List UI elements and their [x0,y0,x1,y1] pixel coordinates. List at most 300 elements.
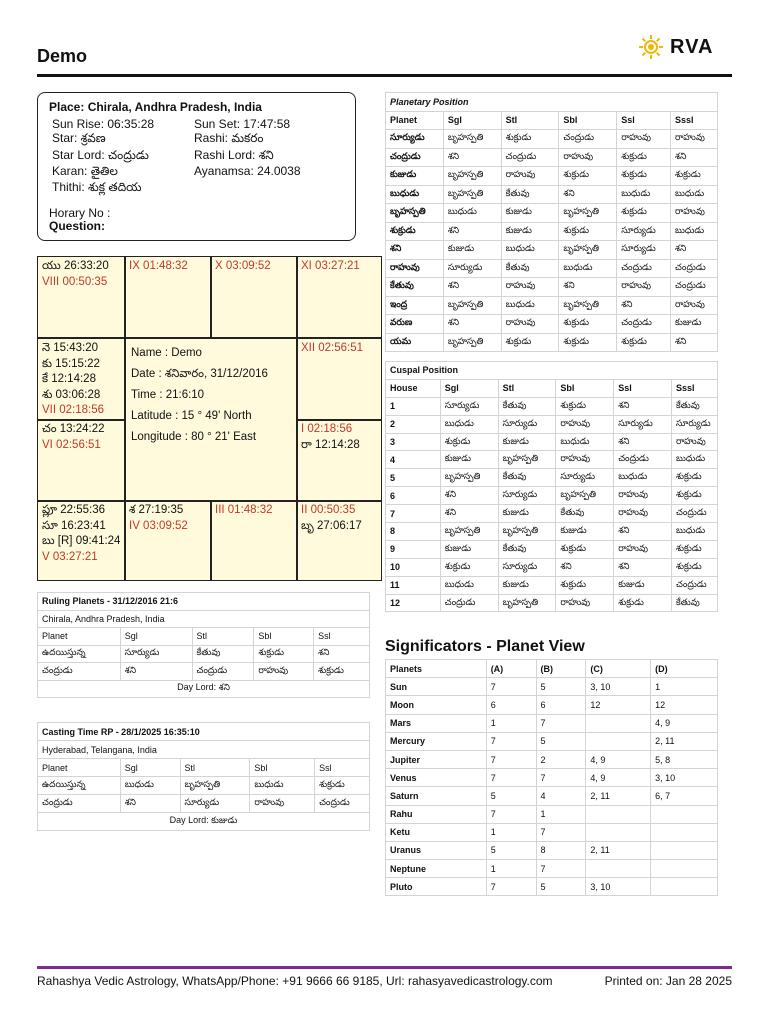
table-row [386,878,718,896]
table-cell: 7 [486,878,536,896]
table-cell: 4, 9 [586,750,651,768]
table-cell: శుక్రుడు [671,167,718,186]
chart-cell-2 [129,259,188,275]
table-cell: చంద్రుడు [38,663,121,681]
table-header-row [386,660,718,678]
table-cell: సూర్యుడు [443,259,501,278]
table-cell: శని [614,523,672,541]
table-cell: 8 [386,523,441,541]
footer-printed-on: Printed on: Jan 28 2025 [604,974,732,988]
chart-cell-6 [301,341,363,357]
table-cell: శుక్రుడు [556,397,614,415]
table-row [386,278,718,297]
table-cell: 2 [536,750,586,768]
cell-planet: ప్లూ 22:55:36 [42,504,106,516]
table-cell: బృహస్పతి [440,523,498,541]
table-cell: శని [440,487,498,505]
column-header: Sbl [556,379,614,397]
table-row [38,795,370,813]
place-name: Place: Chirala, Andhra Pradesh, India [49,100,262,114]
table-cell: రాహువు [617,278,671,297]
table-cell: సూర్యుడు [180,795,250,813]
table-row [386,576,718,594]
ayanamsa: Ayanamsa: 24.0038 [194,164,301,178]
table-cell: కుజుడు [440,540,498,558]
table-cell: రాహువు [556,594,614,612]
table-cell: కుజుడు [498,433,556,451]
table-cell: బుధుడు [501,296,559,315]
table-cell: 5 [486,787,536,805]
table-row [386,841,718,859]
longitude: Longitude : 80 ° 21' East [131,431,257,443]
table-cell: శుక్రుడు [617,204,671,223]
table-cell: శుక్రుడు [556,540,614,558]
table-cell: సూర్యుడు [498,415,556,433]
table-cell: 7 [536,860,586,878]
birth-name: Name : Demo [131,347,202,359]
column-header: Sgl [440,379,498,397]
chart-cell-11 [215,503,273,519]
table-cell: Ketu [386,823,487,841]
table-cell: బృహస్పతి [498,523,556,541]
table-cell: శుక్రుడు [559,315,617,334]
table-cell: బృహస్పతి [180,777,250,795]
table-cell: రాహువు [501,315,559,334]
column-header: Planets [386,660,487,678]
table-cell: రాహువు [501,278,559,297]
table-cell: బుధుడు [614,469,672,487]
day-lord-row [38,813,370,831]
table-cell: కుజుడు [443,241,501,260]
table-cell: చంద్రుడు [617,315,671,334]
table-cell: కేతువు [498,540,556,558]
table-cell: రాహువు [254,663,314,681]
table-row [386,823,718,841]
table-cell: బుధుడు [617,185,671,204]
table-row [38,663,370,681]
table-cell: సూర్యుడు [440,397,498,415]
cell-house: VIII 00:50:35 [42,275,108,288]
logo [638,33,713,61]
table-cell: బుధుడు [443,204,501,223]
column-header: (D) [651,660,718,678]
table-cell: శుక్రుడు [671,487,717,505]
table-cell: చంద్రుడు [386,148,444,167]
table-row [386,487,718,505]
day-lord-row [38,680,370,698]
table-caption: Ruling Planets - 31/12/2016 21:6 [38,593,370,611]
cell-house: XI 03:27:21 [301,260,360,272]
column-header: Stl [498,379,556,397]
cell-house: III 01:48:32 [215,504,273,516]
chart-grid-line [210,257,212,337]
table-cell: శుక్రుడు [614,594,672,612]
table-cell [651,841,718,859]
horary-number: Horary No : [49,206,111,220]
table-cell: కేతువు [498,397,556,415]
cell-house: V 03:27:21 [42,550,98,563]
table-cell: Pluto [386,878,487,896]
day-lord: Day Lord: కుజుడు [38,813,370,831]
table-cell: కేతువు [671,397,717,415]
table-cell: 5 [486,841,536,859]
column-header: Sssl [671,379,717,397]
table-cell: బుధుడు [671,222,718,241]
table-cell: కుజుడు [501,204,559,223]
table-cell: Saturn [386,787,487,805]
table-cell: 8 [536,841,586,859]
rashi: Rashi: మకరం [194,131,264,145]
table-cell: 7 [536,823,586,841]
table-row [386,185,718,204]
karan: Karan: తైతిల [52,164,118,178]
table-cell: 2 [386,415,441,433]
table-cell: శుక్రుడు [254,645,314,663]
table-row [386,451,718,469]
table-cell: 2, 11 [586,787,651,805]
table-caption-row [38,723,370,741]
table-cell: Mars [386,714,487,732]
table-cell: శుక్రుడు [617,333,671,352]
chart-grid-line [296,419,381,421]
table-cell: 7 [486,750,536,768]
table-cell: శని [559,278,617,297]
table-cell: శుక్రుడు [617,148,671,167]
table-cell: 3, 10 [586,678,651,696]
table-cell: శని [443,148,501,167]
table-header-row [386,111,718,130]
table-cell: శుక్రుడు [440,433,498,451]
star: Star: శ్రవణ [52,131,106,145]
table-caption-row [386,93,718,112]
table-cell [586,732,651,750]
table-cell: చంద్రుడు [671,505,717,523]
table-cell: 1 [386,397,441,415]
place-info-box [37,92,356,241]
table-cell: శని [443,222,501,241]
table-cell: 5, 8 [651,750,718,768]
table-cell: 6 [536,696,586,714]
table-cell: శుక్రుడు [315,777,370,795]
table-cell: రాహువు [250,795,315,813]
table-cell: 5 [386,469,441,487]
table-cell: 3 [386,433,441,451]
column-header: Stl [180,759,250,777]
column-header: Planet [38,759,121,777]
table-row [386,222,718,241]
table-cell: 1 [486,714,536,732]
table-cell: కేతువు [671,594,717,612]
table-cell [586,714,651,732]
table-cell: శుక్రుడు [314,663,370,681]
table-row [386,714,718,732]
horoscope-chart [37,256,382,581]
table-row [38,777,370,795]
table-cell: కేతువు [556,505,614,523]
table-header-row [386,379,718,397]
cell-planet: రా 12:14:28 [301,438,360,451]
table-cell: కుజుడు [440,451,498,469]
table-cell: ఉదయిస్తున్న [38,645,121,663]
table-row [38,645,370,663]
table-row [386,296,718,315]
table-row [386,397,718,415]
table-cell: 1 [486,823,536,841]
table-header-row [38,759,370,777]
table-cell: 2, 11 [586,841,651,859]
column-header: Ssl [617,111,671,130]
table-cell: శుక్రుడు [559,167,617,186]
table-cell: శని [671,333,718,352]
table-cell: రాహువు [556,451,614,469]
cell-house: IX 01:48:32 [129,260,188,272]
table-row [386,469,718,487]
table-row [386,860,718,878]
table-cell: శని [556,558,614,576]
table-cell: శని [671,241,718,260]
column-header: Planet [386,111,444,130]
chart-grid-line [38,337,381,339]
table-cell: చంద్రుడు [671,259,718,278]
table-cell: సూర్యుడు [671,415,717,433]
cell-house: VI 02:56:51 [42,438,101,451]
table-cell: శుక్రుడు [556,576,614,594]
table-cell: ఇంద్ర [386,296,444,315]
table-cell: బుధుడు [559,259,617,278]
table-row [386,523,718,541]
table-caption: Casting Time RP - 28/1/2025 16:35:10 [38,723,370,741]
table-row [386,315,718,334]
table-cell: Venus [386,769,487,787]
thithi: Thithi: శుక్ల తదియ [52,180,142,194]
table-cell: శని [614,433,672,451]
table-row [386,167,718,186]
table-cell [586,823,651,841]
table-cell: బృహస్పతి [559,204,617,223]
planetary-position-table [385,92,718,352]
cell-planet: కు 15:15:22 [42,357,100,370]
table-cell: రాహువు [614,487,672,505]
footer-contact: Rahashya Vedic Astrology, WhatsApp/Phone: +91 9666 66 9185, Url: rahasyavedicastrology.com [37,974,553,988]
table-cell: ఉదయిస్తున్న [38,777,121,795]
chart-cell-10 [129,503,188,534]
column-header: Sgl [120,759,180,777]
cell-house: II 00:50:35 [301,504,356,516]
table-cell: శని [443,278,501,297]
column-header: Stl [501,111,559,130]
table-cell: 4, 9 [651,714,718,732]
cell-planet: యు 26:33:20 [42,260,109,272]
table-cell: రాహువు [671,204,718,223]
table-cell [651,823,718,841]
cell-planet: సూ 16:23:41 [42,519,106,532]
table-row [386,505,718,523]
table-cell: శని [386,241,444,260]
significators-title: Significators - Planet View [385,638,585,655]
table-row [386,259,718,278]
table-cell [651,860,718,878]
table-cell: బృహస్పతి [443,296,501,315]
table-row [386,769,718,787]
table-cell: బృహస్పతి [443,130,501,149]
cell-planet: చం 13:24:22 [42,423,105,435]
table-cell: 7 [536,714,586,732]
table-cell: 4 [536,787,586,805]
casting-time-table [37,722,370,831]
column-header: Stl [192,628,254,646]
table-row [386,805,718,823]
cell-planet: శు 03:06:28 [42,388,101,401]
table-cell: కేతువు [192,645,254,663]
table-cell: చంద్రుడు [671,278,718,297]
table-cell: 6, 7 [651,787,718,805]
table-cell: బృహస్పతి [498,451,556,469]
table-row [386,732,718,750]
table-cell: 7 [486,732,536,750]
table-cell: శుక్రుడు [501,130,559,149]
table-cell: శని [671,148,718,167]
table-cell: Moon [386,696,487,714]
chart-grid-line [38,419,124,421]
page-title: Demo [37,46,88,66]
table-caption: Planetary Position [386,93,718,112]
table-location: Hyderabad, Telangana, India [38,741,370,759]
table-cell: బుధుడు [120,777,180,795]
table-cell: శని [614,558,672,576]
table-cell: శని [617,296,671,315]
table-cell: రాహువు [501,167,559,186]
table-row [386,787,718,805]
column-header: Sbl [559,111,617,130]
table-cell: బుధుడు [440,415,498,433]
table-cell: శుక్రుడు [501,333,559,352]
table-row [386,333,718,352]
table-cell: బృహస్పతి [559,241,617,260]
table-cell: బృహస్పతి [443,167,501,186]
chart-cell-12 [301,503,362,534]
column-header: (B) [536,660,586,678]
table-cell: కుజుడు [501,222,559,241]
table-cell: రాహువు [386,259,444,278]
table-cell: రాహువు [559,148,617,167]
table-row [386,415,718,433]
table-cell: కుజుడు [614,576,672,594]
column-header: Sbl [254,628,314,646]
table-cell: 3, 10 [651,769,718,787]
cell-planet: నె 15:43:20 [42,342,99,354]
table-cell: Jupiter [386,750,487,768]
table-cell: సూర్యుడు [498,487,556,505]
table-cell: 4 [386,451,441,469]
table-cell: శుక్రుడు [386,222,444,241]
table-cell: చంద్రుడు [315,795,370,813]
table-cell: సూర్యుడు [120,645,192,663]
table-cell: చంద్రుడు [440,594,498,612]
cell-house: XII 02:56:51 [301,342,364,354]
table-row [386,678,718,696]
table-cell: వరుణ [386,315,444,334]
chart-cell-4 [301,259,360,275]
table-cell: శని [120,663,192,681]
table-cell: సూర్యుడు [617,241,671,260]
table-cell: బుధుడు [250,777,315,795]
table-cell [586,860,651,878]
table-cell: 9 [386,540,441,558]
table-row [386,130,718,149]
table-cell [586,805,651,823]
column-header: Sgl [120,628,192,646]
chart-center-info [131,343,268,448]
table-cell: సూర్యుడు [556,469,614,487]
table-cell: రాహువు [614,540,672,558]
table-cell: బుధుడు [671,185,718,204]
table-cell: కేతువు [501,259,559,278]
header-divider [37,74,732,77]
table-row [386,558,718,576]
birth-time: Time : 21:6:10 [131,389,205,401]
table-cell: శుక్రుడు [440,558,498,576]
chart-cell-9 [42,503,120,565]
table-cell: 5 [536,878,586,896]
footer-divider [37,966,732,969]
cell-planet: కే 12:14:28 [42,373,96,385]
table-cell: 11 [386,576,441,594]
table-row [386,148,718,167]
table-cell: Rahu [386,805,487,823]
table-cell: Mercury [386,732,487,750]
table-row [386,433,718,451]
table-cell: బృహస్పతి [559,296,617,315]
sun-logo-icon [638,34,664,60]
sun-rise: Sun Rise: 06:35:28 [52,117,155,131]
chart-cell-8 [301,422,360,453]
table-cell: 5 [536,678,586,696]
table-cell: కుజుడు [556,523,614,541]
table-location: Chirala, Andhra Pradesh, India [38,610,370,628]
table-cell: కేతువు [386,278,444,297]
chart-cell-3 [215,259,271,275]
column-header: Ssl [314,628,370,646]
day-lord: Day Lord: శని [38,680,370,698]
chart-grid-line [38,500,381,502]
cuspal-position-table [385,361,718,612]
column-header: Sbl [250,759,315,777]
table-cell: 12 [651,696,718,714]
column-header: Sgl [443,111,501,130]
table-cell: 1 [651,678,718,696]
table-cell: బుధుడు [501,241,559,260]
cell-planet: బృ 27:06:17 [301,519,362,532]
table-cell: సూర్యుడు [617,222,671,241]
table-cell: బృహస్పతి [443,333,501,352]
column-header: Planet [38,628,121,646]
table-cell: 3, 10 [586,878,651,896]
table-cell: 7 [486,769,536,787]
table-cell: బృహస్పతి [498,594,556,612]
table-cell: యమ [386,333,444,352]
table-cell: చంద్రుడు [671,576,717,594]
table-caption-row [386,362,718,380]
table-cell: శని [443,315,501,334]
star-lord: Star Lord: చంద్రుడు [52,148,149,162]
table-cell: శుక్రుడు [671,469,717,487]
table-cell: శుక్రుడు [559,333,617,352]
table-cell: 7 [486,805,536,823]
table-cell: 1 [486,860,536,878]
table-cell: కేతువు [501,185,559,204]
table-cell: బుధుడు [440,576,498,594]
table-cell: కుజుడు [671,315,718,334]
